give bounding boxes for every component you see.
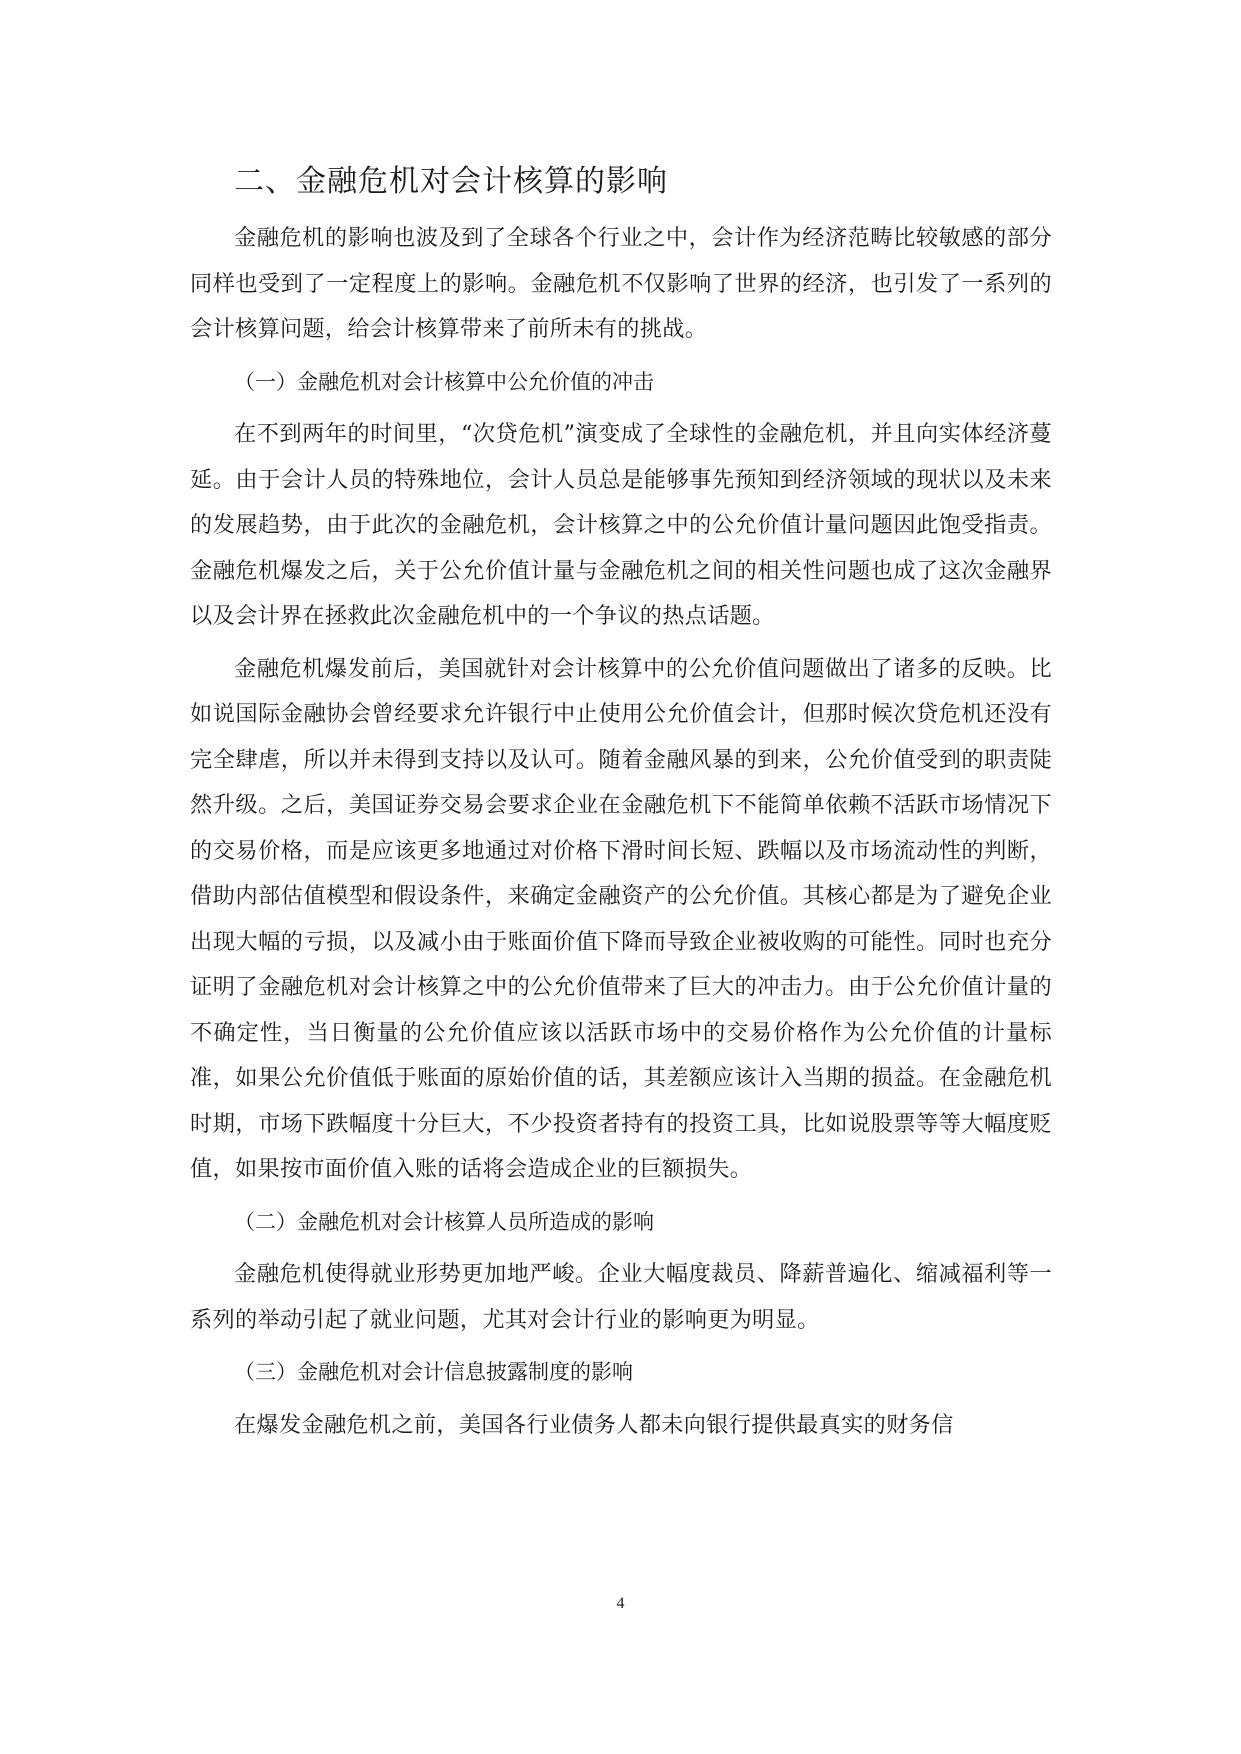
section-heading: 二、金融危机对会计核算的影响 (234, 164, 668, 199)
subheading-accounting-staff: （二）金融危机对会计核算人员所造成的影响 (234, 1209, 654, 1234)
subheading-disclosure: （三）金融危机对会计信息披露制度的影响 (234, 1360, 633, 1384)
page-number: 4 (616, 1595, 625, 1612)
paragraph-subprime: 在不到两年的时间里，“次贷危机”演变成了全球性的金融危机，并且向实体经济蔓延。由于会计人员的特殊地位，会计人员总是能够事先预知到经济领域的现状以及未来的发展趋势，由于此次的金融危机，会计核算之中的公允价值计量问题因此饱受指责。金融危机爆发之后，关于公允价值计量与金融危机之间的相关性问题也成了这次金融界以及会计界在拯救此次金融危机中的一个争议的热点话题。 (190, 421, 1052, 629)
paragraph-disclosure: 在爆发金融危机之前，美国各行业债务人都未向银行提供最真实的财务信 (234, 1411, 954, 1438)
subheading-fair-value: （一）金融危机对会计核算中公允价值的冲击 (234, 369, 654, 394)
paragraph-us-response: 金融危机爆发前后，美国就针对会计核算中的公允价值问题做出了诸多的反映。比如说国际金融协会曾经要求允许银行中止使用公允价值会计，但那时候次贷危机还没有完全肆虐，所以并未得到支持以及认可。随着金融风暴的到来，公允价值受到的职责陡然升级。之后，美国证券交易会要求企业在金融危机下不能简单依赖不活跃市场情况下的交易价格，而是应该更多地通过对价格下滑时间长短、跌幅以及市场流动性的判断，借助内部估值模型和假设条件，来确定金融资产的公允价值。其核心都是为了避免企业出现大幅的亏损，以及减小由于账面价值下降而导致企业被收购的可能性。同时也充分证明了金融危机对会计核算之中的公允价值带来了巨大的冲击力。由于公允价值计量的不确定性，当日衡量的公允价值应该以活跃市场中的交易价格作为公允价值的计量标准，如果公允价值低于账面的原始价值的话，其差额应该计入当期的损益。在金融危机时期，市场下跌幅度十分巨大，不少投资者持有的投资工具，比如说股票等等大幅度贬值，如果按市面价值入账的话将会造成企业的巨额损失。 (190, 655, 1052, 1182)
paragraph-employment: 金融危机使得就业形势更加地严峻。企业大幅度裁员、降薪普遍化、缩减福利等一系列的举动引起了就业问题，尤其对会计行业的影响更为明显。 (190, 1261, 1052, 1333)
page-content (190, 158, 1052, 1455)
paragraph-intro: 金融危机的影响也波及到了全球各个行业之中，会计作为经济范畴比较敏感的部分同样也受到了一定程度上的影响。金融危机不仅影响了世界的经济，也引发了一系列的会计核算问题，给会计核算带来了前所未有的挑战。 (190, 225, 1052, 342)
